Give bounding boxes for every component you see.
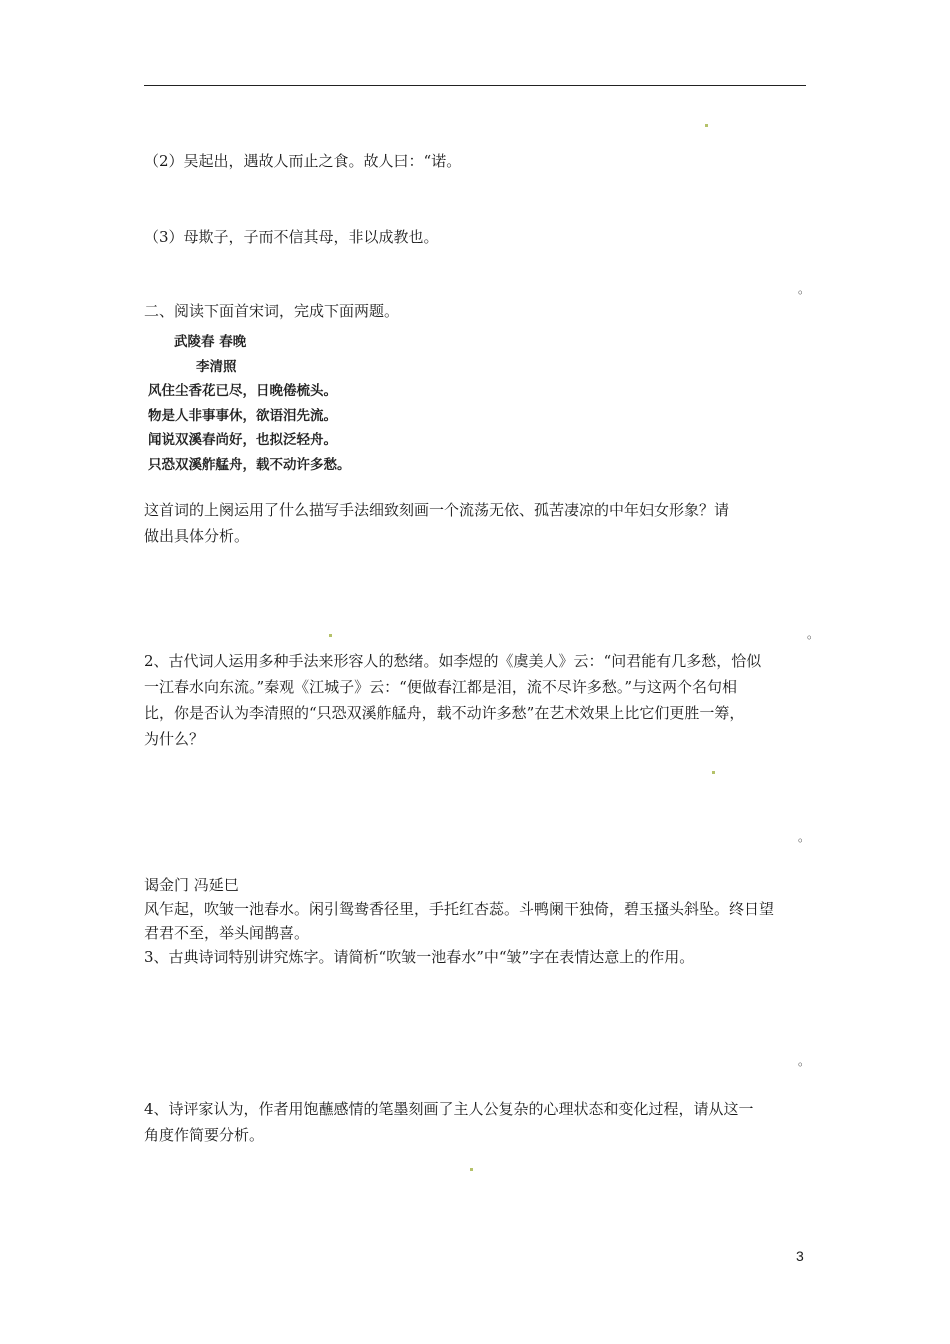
- scan-speck: [712, 771, 715, 774]
- question-4-line: 角度作简要分析。: [144, 1126, 265, 1144]
- answer-mark: 。: [798, 282, 811, 296]
- header-rule: [144, 85, 806, 86]
- poem-title: 武陵春 春晚: [174, 334, 247, 350]
- poem-2-line: 风乍起，吹皱一池春水。闲引鸳鸯香径里，手托红杏蕊。斗鸭阑干独倚，碧玉搔头斜坠。终日望: [144, 900, 775, 918]
- answer-mark: 。: [807, 627, 820, 641]
- question-2-line: 比，你是否认为李清照的“只恐双溪舴艋舟，载不动许多愁”在艺术效果上比它们更胜一筹，: [144, 704, 745, 722]
- question-2-line: 为什么？: [144, 730, 205, 748]
- question-1-line: 这首词的上阕运用了什么描写手法细致刻画一个流荡无依、孤苦凄凉的中年妇女形象？请: [144, 501, 730, 519]
- question-4: [144, 1096, 814, 1148]
- answer-mark: 。: [798, 830, 811, 844]
- scan-speck: [329, 634, 332, 637]
- question-2-line: 2、古代词人运用多种手法来形容人的愁绪。如李煜的《虞美人》云：“问君能有几多愁，恰似: [144, 652, 762, 670]
- question-3: 3、古典诗词特别讲究炼字。请简析“吹皱一池春水”中“皱”字在表情达意上的作用。: [144, 948, 695, 966]
- answer-mark: 。: [798, 1054, 811, 1068]
- item-3: （3）母欺子，子而不信其母，非以成教也。: [144, 228, 439, 246]
- poem-line: 只恐双溪舴艋舟，载不动许多愁。: [148, 456, 351, 473]
- poem-line: 闻说双溪春尚好，也拟泛轻舟。: [148, 432, 337, 448]
- poem-line: 风住尘香花已尽，日晚倦梳头。: [148, 383, 337, 399]
- scan-speck: [705, 124, 708, 127]
- poem-2-heading: 谒金门 冯延巳: [144, 876, 239, 894]
- item-2: （2）吴起出，遇故人而止之食。故人曰：“诺。: [144, 152, 462, 170]
- question-4-line: 4、诗评家认为，作者用饱蘸感情的笔墨刻画了主人公复杂的心理状态和变化过程，请从这一: [144, 1100, 754, 1118]
- poem-author: 李清照: [196, 358, 237, 375]
- question-1-line: 做出具体分析。: [144, 527, 250, 545]
- poem-line: 物是人非事事休，欲语泪先流。: [148, 407, 337, 424]
- poem-wulingchun: [148, 330, 378, 477]
- scan-speck: [470, 1168, 473, 1171]
- page-number: 3: [796, 1248, 804, 1264]
- poem-2-text: [144, 897, 814, 945]
- poem-2-line: 君君不至，举头闻鹊喜。: [144, 924, 310, 942]
- section-2-heading: 二、阅读下面首宋词，完成下面两题。: [144, 302, 400, 320]
- question-2: [144, 648, 814, 752]
- question-1: [144, 497, 814, 549]
- question-2-line: 一江春水向东流。”秦观《江城子》云：“便做春江都是泪，流不尽许多愁。”与这两个名句相: [144, 678, 738, 696]
